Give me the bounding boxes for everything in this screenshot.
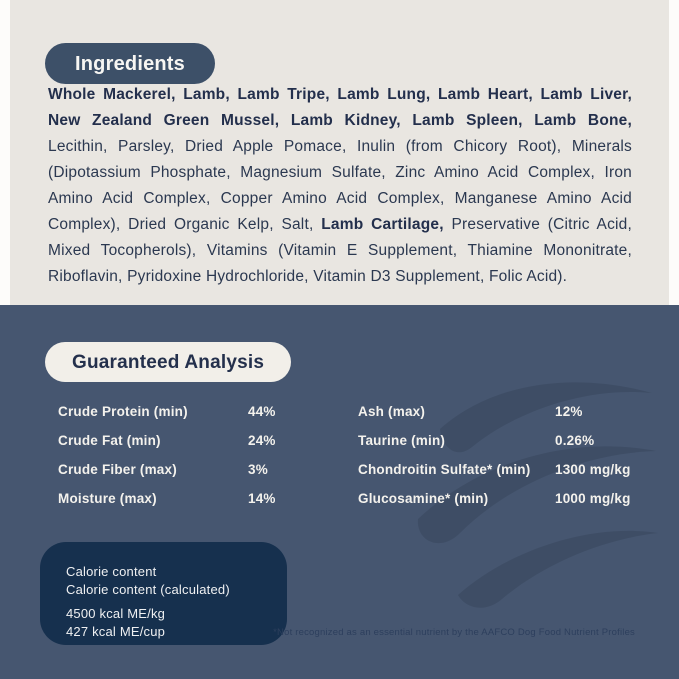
guaranteed-analysis-title: Guaranteed Analysis bbox=[72, 352, 265, 373]
ingredients-title: Ingredients bbox=[75, 53, 185, 75]
analysis-value: 12% bbox=[555, 404, 583, 419]
ingredients-paragraph bbox=[48, 82, 632, 290]
analysis-label: Crude Protein (min) bbox=[58, 404, 188, 419]
analysis-table-left-column bbox=[58, 397, 276, 513]
kcal-per-cup-value: 427 kcal ME/cup bbox=[66, 623, 166, 639]
analysis-row-crude-fiber bbox=[58, 455, 276, 484]
calorie-content-box bbox=[40, 542, 287, 645]
analysis-value: 24% bbox=[248, 433, 276, 448]
analysis-label: Ash (max) bbox=[358, 404, 426, 419]
analysis-label: Moisture (max) bbox=[58, 491, 157, 506]
analysis-row-chondroitin-sulfate bbox=[358, 455, 631, 484]
analysis-row-crude-protein bbox=[58, 397, 276, 426]
kcal-per-kg-value: 4500 kcal ME/kg bbox=[66, 606, 166, 621]
calorie-content-calculated-line: Calorie content (calculated) bbox=[66, 581, 230, 597]
analysis-value: 1300 mg/kg bbox=[555, 462, 631, 477]
analysis-table-right-column bbox=[358, 397, 631, 513]
analysis-label: Crude Fiber (max) bbox=[58, 462, 177, 477]
analysis-label: Crude Fat (min) bbox=[58, 433, 161, 448]
analysis-row-crude-fat bbox=[58, 426, 276, 455]
analysis-label: Glucosamine* (min) bbox=[358, 491, 489, 506]
analysis-value: 14% bbox=[248, 491, 276, 506]
calorie-content-line: Calorie content bbox=[66, 564, 157, 579]
ingredients-regular-part2: Preservative (Citric Acid, Mixed Tocopherols), Vitamins (Vitamin E Supplement, Thiamine Mononitrate, Riboflavin, Pyridoxine Hydrochloride, Vitamin D3 Supplement, Folic Acid). bbox=[48, 216, 632, 285]
ingredients-bold-lead: Whole Mackerel, Lamb, Lamb Tripe, Lamb Lung, Lamb Heart, Lamb Liver, New Zealand Green Mussel, Lamb Kidney, Lamb Spleen, Lamb Bone, bbox=[48, 86, 632, 129]
analysis-value: 1000 mg/kg bbox=[555, 491, 631, 506]
analysis-value: 44% bbox=[248, 404, 276, 419]
guaranteed-analysis-section bbox=[0, 305, 679, 679]
analysis-row-ash bbox=[358, 397, 631, 426]
analysis-row-glucosamine bbox=[358, 484, 631, 513]
ingredients-section bbox=[10, 0, 669, 305]
ingredients-heading-pill bbox=[45, 43, 215, 84]
calorie-content-values bbox=[66, 605, 165, 640]
ingredients-regular-part1: Lecithin, Parsley, Dried Apple Pomace, Inulin (from Chicory Root), Minerals (Dipotassium Phosphate, Magnesium Sulfate, Zinc Amino Acid Complex, Iron Amino Acid Complex, Copper Amino Acid Complex, Manganese Amino Acid Complex), Dried Organic Kelp, Salt, bbox=[48, 138, 632, 233]
analysis-row-taurine bbox=[358, 426, 631, 455]
calorie-content-labels bbox=[66, 563, 230, 598]
guaranteed-analysis-heading-pill bbox=[45, 342, 291, 382]
ingredients-bold-lamb-cartilage: Lamb Cartilage, bbox=[321, 216, 444, 233]
analysis-label: Chondroitin Sulfate* (min) bbox=[358, 462, 531, 477]
aafco-footnote: *Not recognized as an essential nutrient by the AAFCO Dog Food Nutrient Profiles bbox=[273, 627, 635, 638]
analysis-value: 3% bbox=[248, 462, 268, 477]
analysis-value: 0.26% bbox=[555, 433, 595, 448]
analysis-label: Taurine (min) bbox=[358, 433, 446, 448]
analysis-row-moisture bbox=[58, 484, 276, 513]
